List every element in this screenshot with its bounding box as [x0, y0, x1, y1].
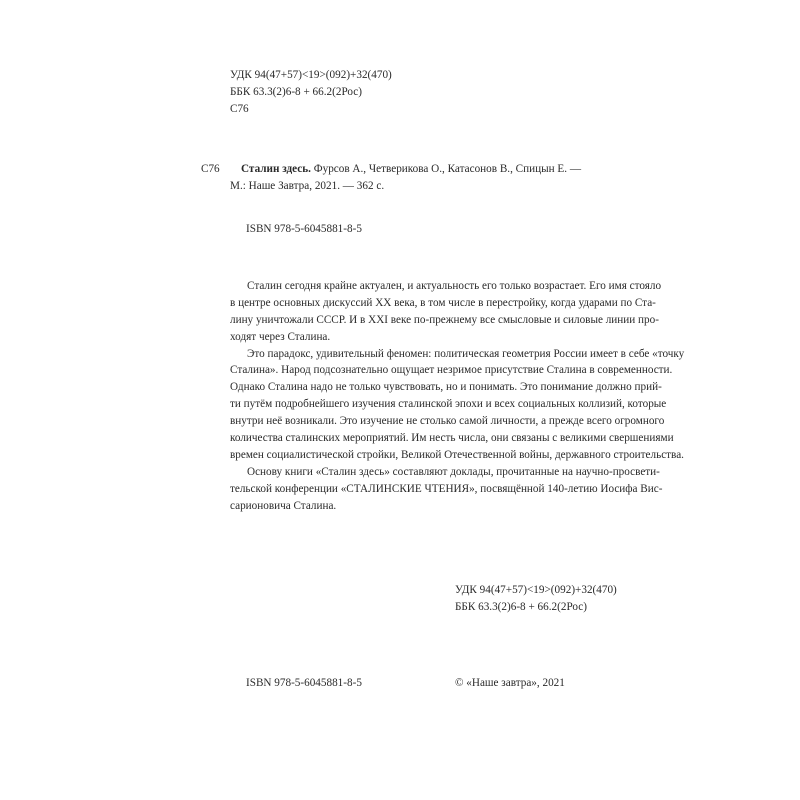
bbk-code: ББК 63.3(2)6-8 + 66.2(2Рос) [230, 86, 362, 98]
book-title: Сталин здесь. [241, 163, 311, 175]
udk-code: УДК 94(47+57)<19>(092)+32(470) [230, 69, 392, 81]
annotation-line: времен социалистической стройки, Великой Отечественной войны, державного строительства. [230, 448, 684, 461]
annotation-line: Однако Сталина надо не только чувствовать, но и понимать. Это понимание должно прий- [230, 381, 662, 394]
footer-isbn: ISBN 978-5-6045881-8-5 [246, 677, 362, 689]
book-imprint: М.: Наше Завтра, 2021. — 362 с. [230, 180, 385, 192]
isbn-top: ISBN 978-5-6045881-8-5 [246, 223, 362, 235]
annotation-line: лину уничтожали СССР. И в XXI веке по-прежнему все смысловые и силовые линии про- [230, 313, 659, 326]
citation-code: С76 [201, 163, 220, 175]
annotation-line: ходят через Сталина. [230, 330, 331, 343]
annotation-line: Сталин сегодня крайне актуален, и актуальность его только возрастает. Его имя стояло [247, 280, 662, 292]
annotation-line: внутри неё возникали. Это изучение не столько самой личности, а прежде всего огромного [230, 415, 665, 428]
book-authors: Фурсов А., Четверикова О., Катасонов В., Спицын Е. — [313, 163, 582, 175]
annotation [230, 278, 685, 514]
annotation-line: ти путём подробнейшего изучения сталинской эпохи и всех социальных коллизий, которые [230, 398, 667, 411]
annotation-line: Сталина». Народ подсознательно ощущает незримое присутствие Сталина в современности. [230, 364, 673, 377]
citation-line-1 [241, 161, 581, 178]
author-mark: С76 [230, 103, 249, 115]
annotation-line: количества сталинских мероприятий. Им несть числа, они связаны с великими свершениями [230, 432, 674, 445]
copyright: © «Наше завтра», 2021 [455, 677, 565, 689]
annotation-line: Это парадокс, удивительный феномен: политическая геометрия России имеет в себе «точку [247, 347, 685, 360]
annotation-line: Основу книги «Сталин здесь» составляют доклады, прочитанные на научно-просвети- [247, 465, 660, 478]
footer-bbk: ББК 63.3(2)6-8 + 66.2(2Рос) [455, 601, 587, 613]
annotation-line: сарионовича Сталина. [230, 499, 337, 512]
annotation-line: тельской конференции «СТАЛИНСКИЕ ЧТЕНИЯ», посвящённой 140-летию Иосифа Вис- [230, 482, 663, 495]
footer-udk: УДК 94(47+57)<19>(092)+32(470) [455, 584, 617, 596]
annotation-line: в центре основных дискуссий XX века, в том числе в перестройку, когда ударами по Ста- [230, 296, 656, 309]
